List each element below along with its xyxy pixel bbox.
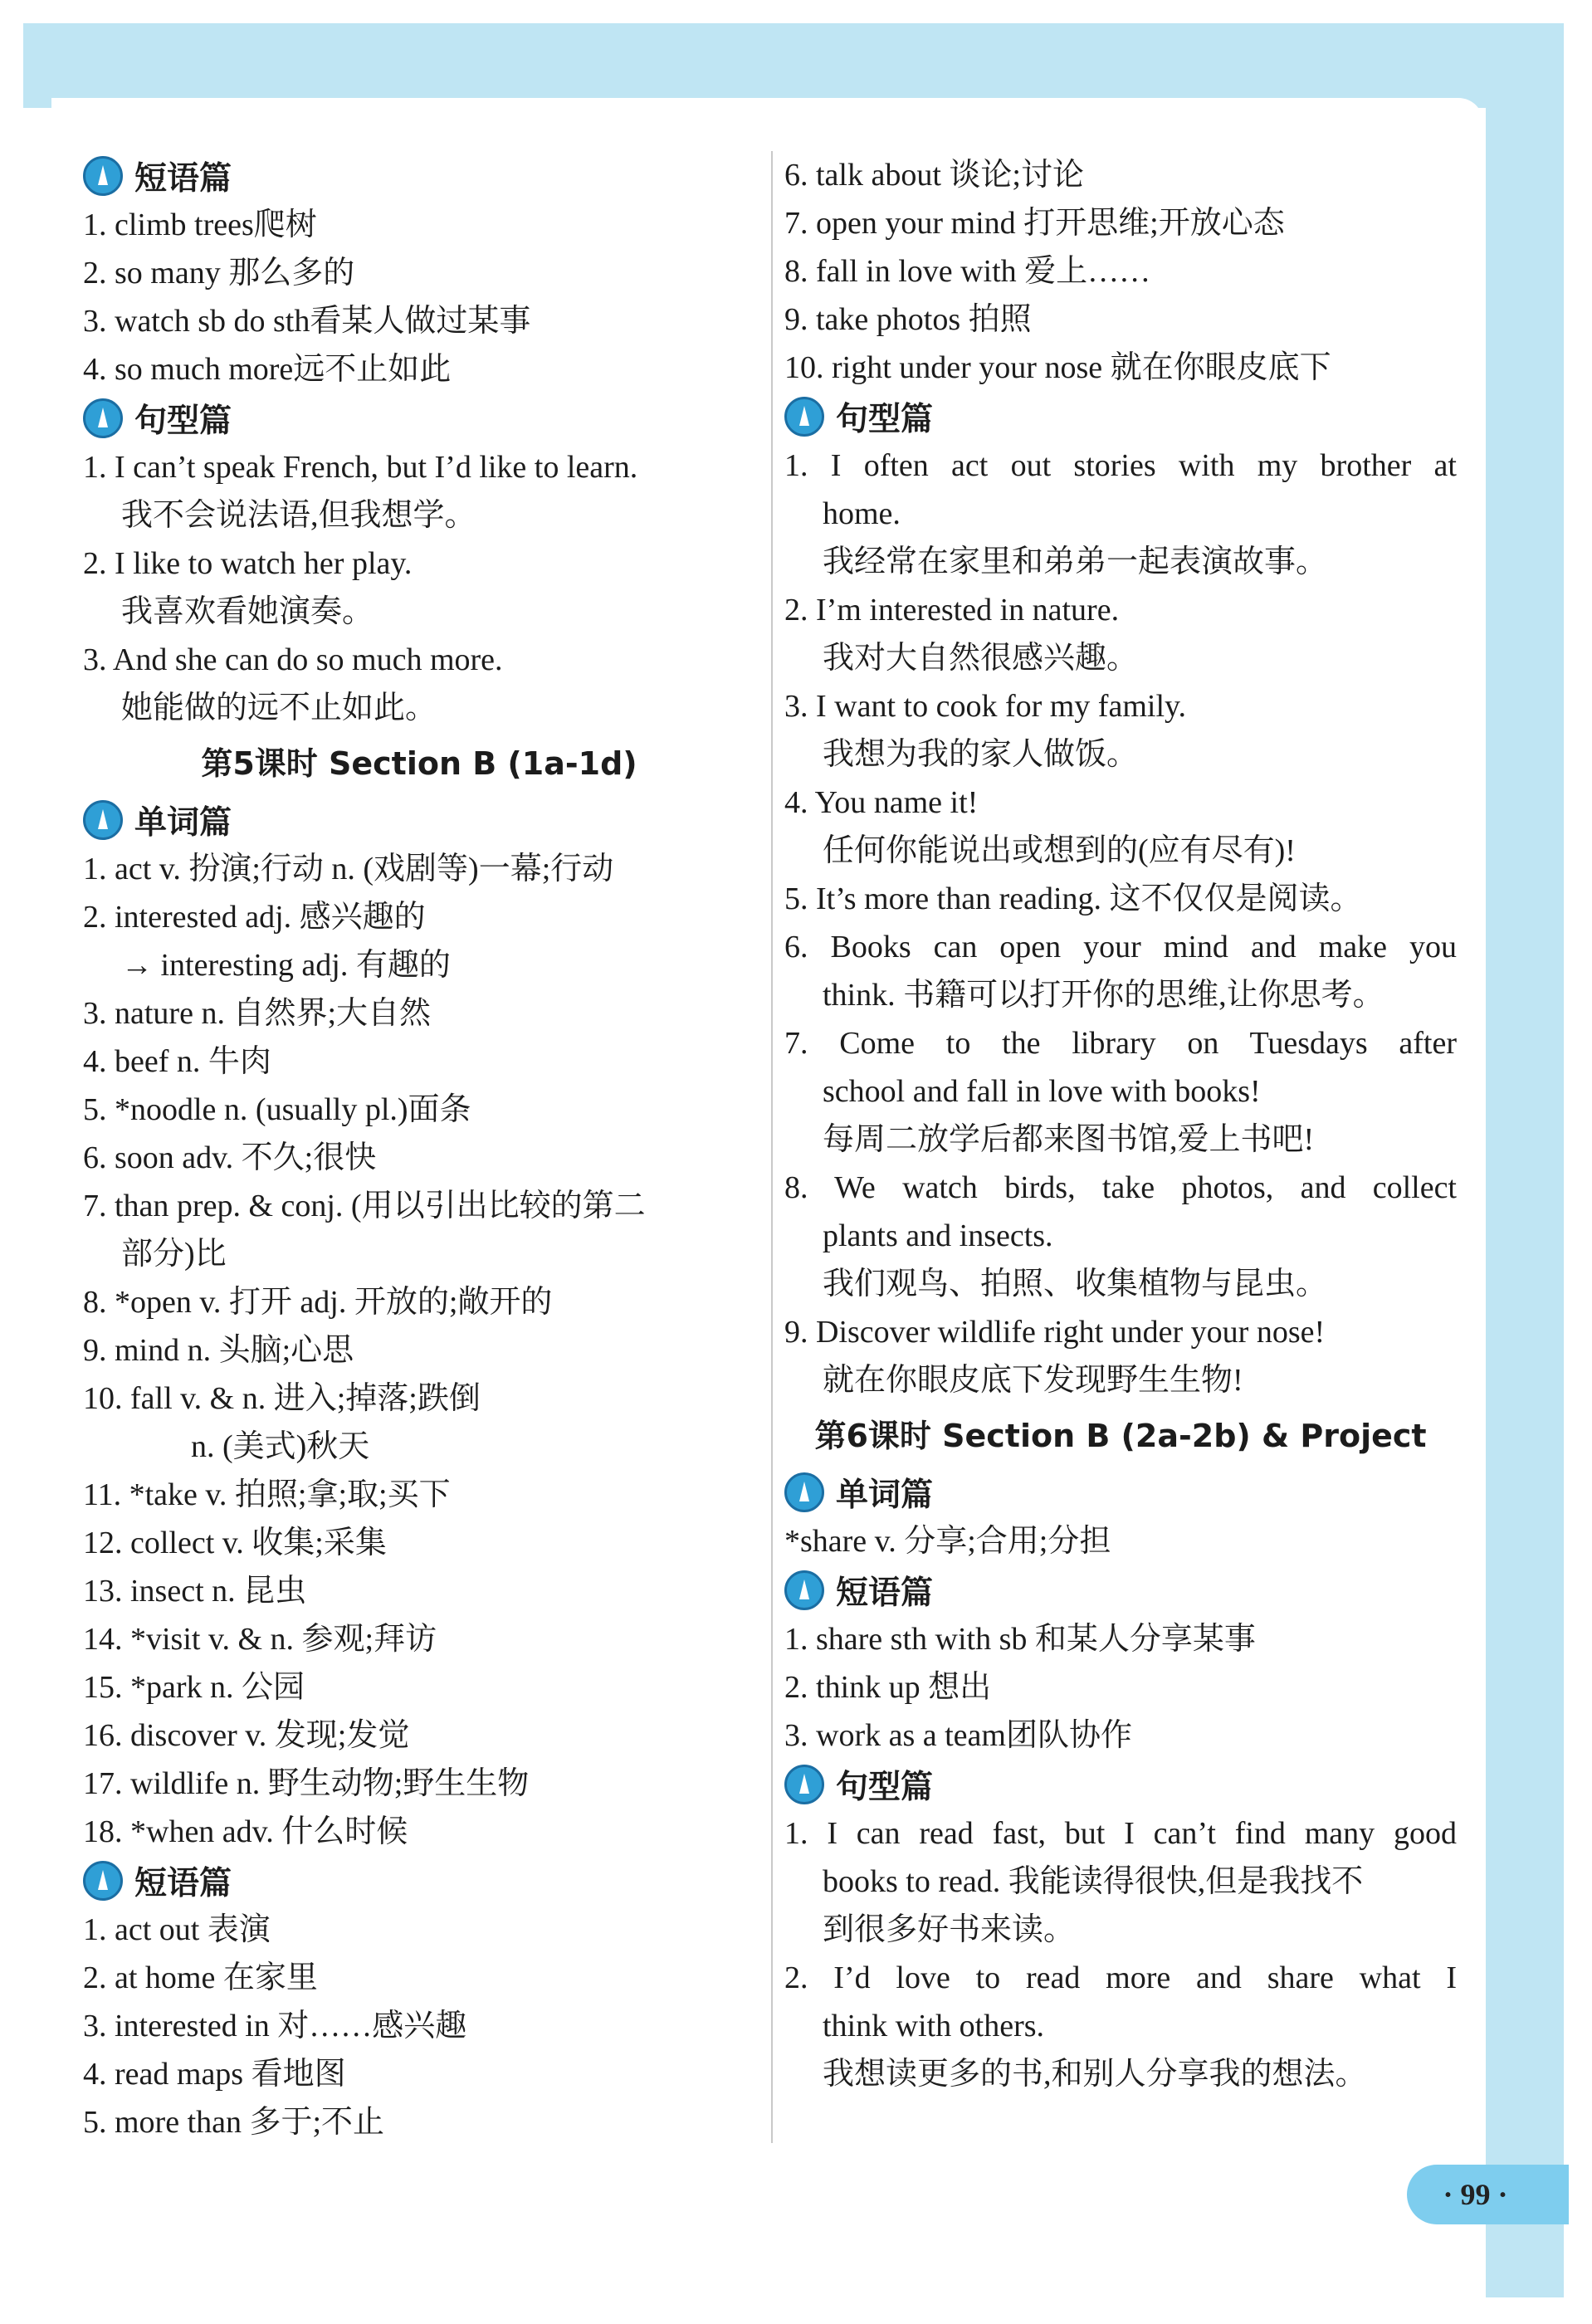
list-item: 3. watch sb do sth看某人做过某事 [83,304,531,339]
list-item: 2. I like to watch her play. [83,546,413,581]
list-item: 1. I can’t speak French, but I’d like to learn. [83,450,638,485]
list-item: 我喜欢看她演奏。 [121,594,374,629]
section-heading [784,1565,1457,1615]
list-item: 3. work as a team团队协作 [784,1718,1132,1753]
section-heading [83,1856,755,1906]
section-heading-label: 单词篇 [836,1477,934,1514]
pencil-icon [83,800,123,840]
section-heading [784,1467,1457,1517]
list-item: 2. interested adj. 感兴趣的 [83,900,426,935]
pencil-icon [83,1861,123,1901]
right-color-band [1486,23,1564,2297]
lesson-title: 第5课时 Section B (1a-1d) [201,745,637,782]
list-item: 1. I can read fast, but I can’t find many good [784,1816,1457,1851]
list-item: 6. soon adv. 不久;很快 [83,1140,377,1175]
list-item: 我们观鸟、拍照、收集植物与昆虫。 [823,1267,1328,1301]
list-item: 18. *when adv. 什么时候 [83,1814,408,1849]
list-item: 8. *open v. 打开 adj. 开放的;敞开的 [83,1285,553,1320]
section-heading [784,392,1457,442]
list-item: 9. mind n. 头脑;心思 [83,1333,354,1368]
list-item: 5. It’s more than reading. 这不仅仅是阅读。 [784,881,1362,916]
list-item: 1. climb trees爬树 [83,208,317,242]
list-item: 2. at home 在家里 [83,1960,318,1995]
pencil-icon [83,398,123,438]
list-item: 1. share sth with sb 和某人分享某事 [784,1622,1256,1657]
pencil-icon [784,1472,824,1512]
section-heading-label: 句型篇 [134,403,232,440]
list-item: 我想读更多的书,和别人分享我的想法。 [823,2057,1367,2092]
list-item: 17. wildlife n. 野生动物;野生生物 [83,1766,530,1801]
list-item: 她能做的远不止如此。 [121,691,437,725]
list-item: 8. fall in love with 爱上…… [784,254,1151,289]
right-column [784,151,1457,2098]
pencil-icon [784,397,824,437]
list-item: 4. read maps 看地图 [83,2057,346,2092]
section-heading-label: 短语篇 [836,1575,934,1612]
top-color-band [23,23,1564,108]
pencil-icon [83,156,123,196]
pencil-icon [784,1765,824,1804]
list-item: n. (美式)秋天 [191,1429,370,1464]
list-item: 12. collect v. 收集;采集 [83,1526,387,1560]
list-item: 13. insect n. 昆虫 [83,1574,307,1609]
list-item: 8. We watch birds, take photos, and collect [784,1170,1457,1205]
list-item: 2. I’d love to read more and share what I [784,1960,1457,1995]
list-item: 1. act v. 扮演;行动 n. (戏剧等)一幕;行动 [83,852,614,886]
list-item: 2. I’m interested in nature. [784,593,1120,627]
list-item: 10. fall v. & n. 进入;掉落;跌倒 [83,1381,481,1416]
list-item: 7. open your mind 打开思维;开放心态 [784,206,1285,241]
page-number: · 99 · [1443,2178,1508,2211]
list-item: 就在你眼皮底下发现野生生物! [823,1363,1243,1398]
list-item: think with others. [823,2009,1045,2043]
list-item: 1. act out 表演 [83,1912,271,1947]
section-heading-label: 单词篇 [134,804,232,842]
section-heading [83,151,755,201]
list-item: *share v. 分享;合用;分担 [784,1524,1111,1559]
left-column [83,151,755,2146]
list-item: 4. You name it! [784,785,979,820]
section-heading-label: 短语篇 [134,1865,232,1902]
list-item: 9. take photos 拍照 [784,302,1032,337]
list-item: 11. *take v. 拍照;拿;取;买下 [83,1477,451,1512]
section-heading [83,393,755,443]
section-heading-label: 句型篇 [836,1769,934,1806]
list-item: 4. so much more远不止如此 [83,352,452,387]
list-item: 1. I often act out stories with my brother at [784,448,1457,483]
list-item: 6. talk about 谈论;讨论 [784,158,1084,193]
section-heading [784,1760,1457,1809]
section-heading-label: 句型篇 [836,401,934,438]
list-item: 14. *visit v. & n. 参观;拜访 [83,1622,437,1657]
list-item: 我不会说法语,但我想学。 [121,498,476,533]
pencil-icon [784,1570,824,1610]
list-item: 5. *noodle n. (usually pl.)面条 [83,1092,471,1127]
list-item: 每周二放学后都来图书馆,爱上书吧! [823,1122,1315,1157]
list-item: 10. right under your nose 就在你眼皮底下 [784,350,1331,385]
list-item: 2. so many 那么多的 [83,256,355,290]
list-item: 7. Come to the library on Tuesdays after [784,1026,1457,1061]
list-item: 7. than prep. & conj. (用以引出比较的第二 [83,1189,646,1223]
section-heading [83,795,755,845]
list-item: 任何你能说出或想到的(应有尽有)! [823,833,1296,868]
list-item: plants and insects. [823,1218,1053,1253]
list-item: 3. And she can do so much more. [83,642,503,677]
list-item: → interesting adj. 有趣的 [121,948,451,983]
section-heading-label: 短语篇 [134,160,232,198]
list-item: home. [823,496,901,531]
list-item: 15. *park n. 公园 [83,1670,305,1705]
list-item: think. 书籍可以打开你的思维,让你思考。 [823,978,1384,1013]
list-item: 到很多好书来读。 [823,1912,1076,1947]
list-item: 9. Discover wildlife right under your nose! [784,1315,1326,1350]
list-item: 2. think up 想出 [784,1670,992,1705]
list-item: books to read. 我能读得很快,但是我找不 [823,1864,1364,1899]
list-item: 我对大自然很感兴趣。 [823,641,1139,676]
list-item: 3. I want to cook for my family. [784,689,1187,724]
list-item: 3. interested in 对……感兴趣 [83,2009,467,2043]
list-item: 4. beef n. 牛肉 [83,1044,271,1079]
column-divider [771,151,773,2143]
list-item: 我经常在家里和弟弟一起表演故事。 [823,544,1328,579]
list-item: 我想为我的家人做饭。 [823,737,1139,772]
list-item: 16. discover v. 发现;发觉 [83,1718,410,1753]
list-item: school and fall in love with books! [823,1074,1261,1109]
list-item: 5. more than 多于;不止 [83,2105,385,2140]
list-item: 6. Books can open your mind and make you [784,930,1457,964]
lesson-title: 第6课时 Section B (2a-2b) & Project [814,1418,1427,1454]
list-item: 3. nature n. 自然界;大自然 [83,996,432,1031]
list-item: 部分)比 [121,1237,227,1272]
